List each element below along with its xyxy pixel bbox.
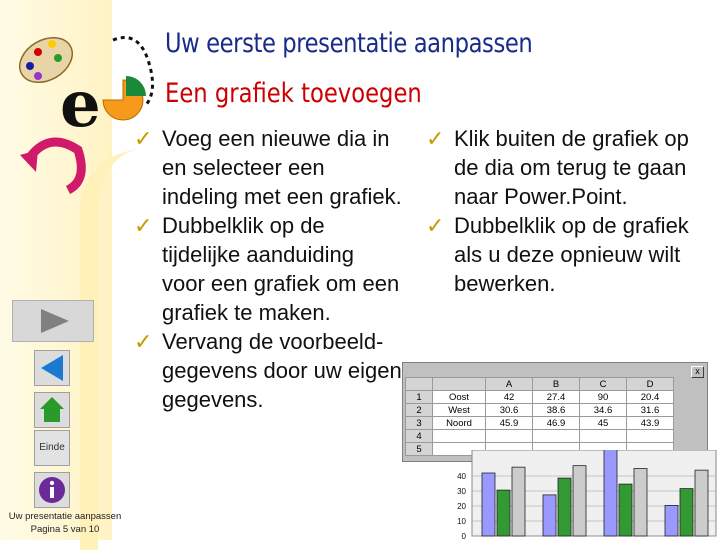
bar-chart[interactable]	[430, 450, 720, 540]
home-button[interactable]	[34, 392, 70, 428]
slide-title: Uw eerste presentatie aanpassen	[165, 28, 533, 59]
y-tick-label: 0	[461, 532, 466, 540]
value-cell[interactable]: 31.6	[627, 404, 674, 417]
series-name-cell[interactable]	[433, 430, 486, 443]
row-number[interactable]: 1	[406, 391, 433, 404]
footer	[0, 510, 130, 536]
arrow-left-icon	[35, 351, 69, 385]
play-icon	[13, 301, 93, 341]
datasheet-table	[405, 377, 674, 456]
bar[interactable]	[558, 478, 571, 536]
value-cell[interactable]: 20.4	[627, 391, 674, 404]
value-cell[interactable]: 90	[580, 391, 627, 404]
column-header[interactable]: C	[580, 378, 627, 391]
bullet-item: ✓ Klik buiten de grafiek op de dia om terug te gaan naar Power.Point.	[424, 124, 704, 211]
next-slide-button[interactable]	[12, 300, 94, 342]
y-tick-label: 40	[457, 472, 466, 481]
value-cell[interactable]: 42	[486, 391, 533, 404]
value-cell[interactable]	[580, 430, 627, 443]
bar[interactable]	[543, 495, 556, 536]
y-tick-label: 20	[457, 502, 466, 511]
value-cell[interactable]: 30.6	[486, 404, 533, 417]
bar[interactable]	[665, 505, 678, 536]
bar[interactable]	[482, 473, 495, 536]
value-cell[interactable]: 34.6	[580, 404, 627, 417]
previous-slide-button[interactable]	[34, 350, 70, 386]
datasheet-close-button[interactable]: x	[691, 366, 704, 378]
value-cell[interactable]: 43.9	[627, 417, 674, 430]
row-number[interactable]: 4	[406, 430, 433, 443]
end-button[interactable]: Einde	[34, 430, 70, 466]
value-cell[interactable]: 38.6	[533, 404, 580, 417]
bar[interactable]	[619, 484, 632, 536]
slide-subtitle: Een grafiek toevoegen	[165, 78, 422, 109]
bar[interactable]	[497, 490, 510, 536]
series-header-cell	[433, 378, 486, 391]
series-name-cell[interactable]: West	[433, 404, 486, 417]
value-cell[interactable]: 46.9	[533, 417, 580, 430]
value-cell[interactable]: 45	[580, 417, 627, 430]
row-number[interactable]: 3	[406, 417, 433, 430]
e-logo-icon: e	[60, 67, 101, 142]
bullet-item: ✓ Vervang de voorbeeld-gegevens door uw eigen gegevens.	[132, 327, 402, 414]
bullet-column-left	[132, 124, 402, 414]
value-cell[interactable]: 45.9	[486, 417, 533, 430]
value-cell[interactable]	[533, 430, 580, 443]
column-header[interactable]: B	[533, 378, 580, 391]
series-name-cell[interactable]: Noord	[433, 417, 486, 430]
footer-page-number: Pagina 5 van 10	[30, 524, 100, 535]
footer-title: Uw presentatie aanpassen	[8, 511, 122, 522]
y-tick-label: 30	[457, 487, 466, 496]
bullet-item: ✓ Dubbelklik op de grafiek als u deze opnieuw wilt bewerken.	[424, 211, 704, 298]
row-number[interactable]: 2	[406, 404, 433, 417]
column-header[interactable]: A	[486, 378, 533, 391]
bullet-item: ✓ Voeg een nieuwe dia in en selecteer een indeling met een grafiek.	[132, 124, 402, 211]
bullet-column-right	[424, 124, 704, 298]
column-header[interactable]: D	[627, 378, 674, 391]
bar[interactable]	[695, 470, 708, 536]
y-tick-label: 10	[457, 517, 466, 526]
datasheet-window	[402, 362, 708, 462]
bar[interactable]	[573, 466, 586, 536]
bar[interactable]	[604, 450, 617, 536]
bar[interactable]	[512, 467, 525, 536]
bar[interactable]	[680, 489, 693, 536]
value-cell[interactable]: 27.4	[533, 391, 580, 404]
info-icon	[35, 473, 69, 507]
series-name-cell[interactable]: Oost	[433, 391, 486, 404]
home-icon	[35, 393, 69, 427]
info-button[interactable]	[34, 472, 70, 508]
bullet-item: ✓ Dubbelklik op de tijdelijke aanduiding voor een grafiek om een grafiek te maken.	[132, 211, 402, 327]
bar[interactable]	[634, 469, 647, 537]
row-number[interactable]: 5	[406, 443, 433, 456]
corner-cell	[406, 378, 433, 391]
value-cell[interactable]	[486, 430, 533, 443]
value-cell[interactable]	[627, 430, 674, 443]
